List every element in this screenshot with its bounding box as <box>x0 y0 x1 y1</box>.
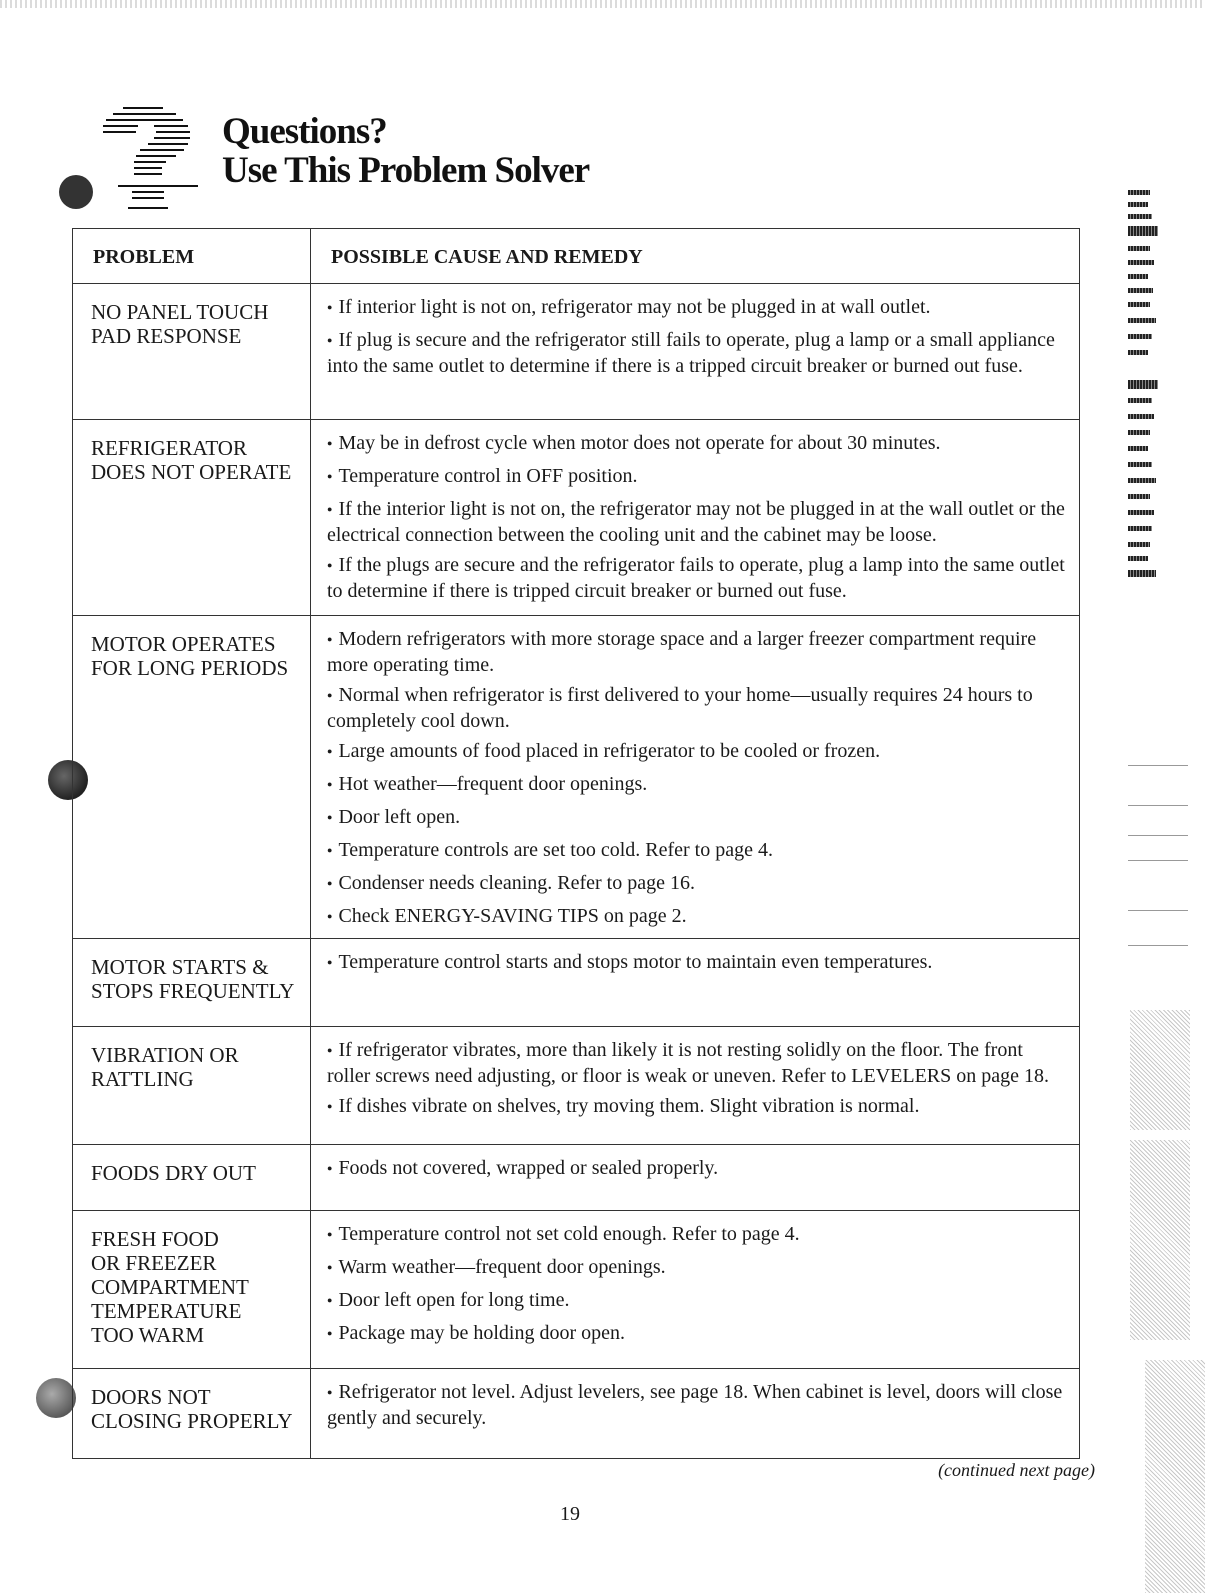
remedy-item: ● Modern refrigerators with more storage space and a larger freezer compartment require more operating time. <box>327 628 1065 677</box>
continued-note: (continued next page) <box>938 1460 1095 1480</box>
remedy-item: ● If interior light is not on, refrigerator may not be plugged in at wall outlet. <box>327 296 1065 322</box>
remedy-item: ● Temperature controls are set too cold. Refer to page 4. <box>327 839 1065 865</box>
page-title <box>222 112 589 190</box>
problem-cell <box>73 1145 311 1211</box>
table-header-row <box>73 229 1080 284</box>
table-row <box>73 616 1080 939</box>
remedy-item: ● Large amounts of food placed in refrigerator to be cooled or frozen. <box>327 740 1065 766</box>
table-row <box>73 420 1080 616</box>
remedy-item: ● Temperature control starts and stops motor to maintain even temperatures. <box>327 951 1065 977</box>
remedy-cell <box>311 1369 1080 1459</box>
remedy-cell <box>311 1211 1080 1369</box>
remedy-cell <box>311 1027 1080 1145</box>
remedy-item: ● Door left open. <box>327 806 1065 832</box>
problem-cell <box>73 939 311 1027</box>
problem-cell <box>73 1369 311 1459</box>
question-mark-icon <box>58 100 208 215</box>
remedy-item: ● Normal when refrigerator is first delivered to your home—usually requires 24 hours to completely cool down. <box>327 684 1065 733</box>
remedy-cell <box>311 616 1080 939</box>
remedy-item: ● Condenser needs cleaning. Refer to page 16. <box>327 872 1065 898</box>
column-header-remedy: POSSIBLE CAUSE AND REMEDY <box>311 229 1080 284</box>
title-line-1: Questions? <box>222 111 387 152</box>
page-number: 19 <box>560 1503 580 1525</box>
remedy-item: ● If the plugs are secure and the refrigerator fails to operate, plug a lamp into the same outlet to determine if there is tripped circuit breaker or burned out fuse. <box>327 554 1065 603</box>
remedy-cell <box>311 284 1080 420</box>
remedy-item: ● If refrigerator vibrates, more than likely it is not resting solidly on the floor. The front roller screws need adjusting, or floor is weak or uneven. Refer to LEVELERS on page 18. <box>327 1039 1065 1088</box>
column-header-problem: PROBLEM <box>73 229 311 284</box>
problem-cell <box>73 284 311 420</box>
remedy-item: ● Foods not covered, wrapped or sealed properly. <box>327 1157 1065 1183</box>
problem-solver-table <box>72 228 1080 1459</box>
problem-label: DOORS NOT CLOSING PROPERLY <box>91 1385 293 1433</box>
problem-label: FRESH FOOD OR FREEZER COMPARTMENT TEMPERATURE TOO WARM <box>91 1227 249 1347</box>
remedy-cell <box>311 939 1080 1027</box>
problem-label: VIBRATION OR RATTLING <box>91 1043 239 1091</box>
remedy-item: ● If dishes vibrate on shelves, try moving them. Slight vibration is normal. <box>327 1095 1065 1121</box>
remedy-item: ● Refrigerator not level. Adjust levelers, see page 18. When cabinet is level, doors will close gently and securely. <box>327 1381 1065 1430</box>
remedy-item: ● If the interior light is not on, the refrigerator may not be plugged in at the wall outlet or the electrical connection between the cooling unit and the cabinet may be loose. <box>327 498 1065 547</box>
scan-edge-top <box>0 0 1205 8</box>
remedy-item: ● Door left open for long time. <box>327 1289 1065 1315</box>
problem-cell <box>73 616 311 939</box>
problem-label: FOODS DRY OUT <box>91 1161 256 1185</box>
remedy-item: ● Package may be holding door open. <box>327 1322 1065 1348</box>
remedy-item: ● May be in defrost cycle when motor does not operate for about 30 minutes. <box>327 432 1065 458</box>
table-row <box>73 284 1080 420</box>
problem-label: MOTOR OPERATES FOR LONG PERIODS <box>91 632 289 680</box>
remedy-item: ● Temperature control not set cold enough. Refer to page 4. <box>327 1223 1065 1249</box>
title-line-2: Use This Problem Solver <box>222 150 590 191</box>
remedy-item: ● If plug is secure and the refrigerator still fails to operate, plug a lamp or a small appliance into the same outlet to determine if there is a tripped circuit breaker or burned out fuse. <box>327 329 1065 378</box>
problem-label: REFRIGERATOR DOES NOT OPERATE <box>91 436 292 484</box>
problem-cell <box>73 420 311 616</box>
punch-hole-icon <box>36 1378 76 1418</box>
remedy-item: ● Temperature control in OFF position. <box>327 465 1065 491</box>
table-row <box>73 1145 1080 1211</box>
table-row <box>73 1211 1080 1369</box>
scan-edge-right <box>1110 0 1205 1593</box>
table-row <box>73 1369 1080 1459</box>
table-row <box>73 939 1080 1027</box>
remedy-cell <box>311 1145 1080 1211</box>
remedy-item: ● Warm weather—frequent door openings. <box>327 1256 1065 1282</box>
remedy-cell <box>311 420 1080 616</box>
problem-label: MOTOR STARTS & STOPS FREQUENTLY <box>91 955 295 1003</box>
problem-cell <box>73 1027 311 1145</box>
remedy-item: ● Check ENERGY-SAVING TIPS on page 2. <box>327 905 1065 931</box>
remedy-item: ● Hot weather—frequent door openings. <box>327 773 1065 799</box>
problem-label: NO PANEL TOUCH PAD RESPONSE <box>91 300 269 348</box>
problem-cell <box>73 1211 311 1369</box>
table-row <box>73 1027 1080 1145</box>
